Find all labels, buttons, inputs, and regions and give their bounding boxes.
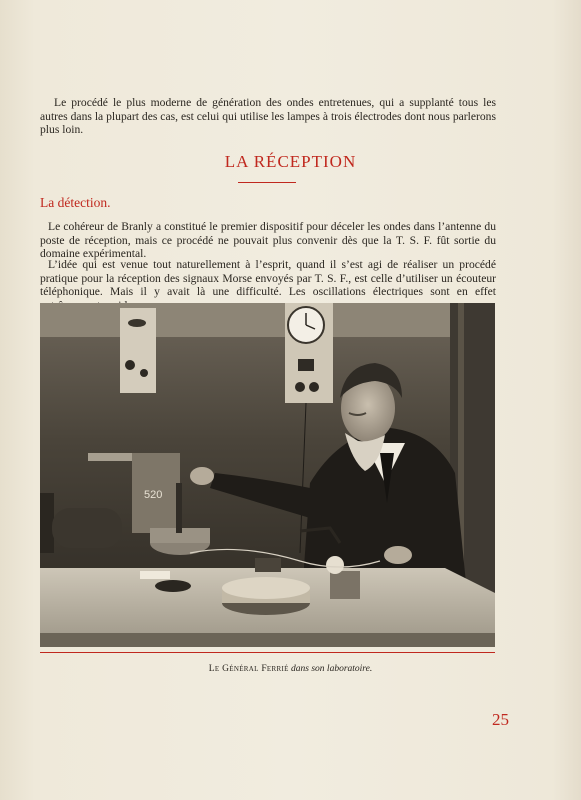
caption-rule [40,652,495,653]
paragraph-2: L’idée qui est venue tout naturellement à l’esprit, quand il s’est agi de réaliser un procédé pratique pour la réception des signaux Morse envoyés par T. S. F., est celle d’utiliser un écouteur téléphonique. Mais il y avait là une difficulté. Les oscillations électriques sont en effet [40,258,496,299]
page-number: 25 [492,710,509,729]
laboratory-photo [40,303,495,647]
intro-paragraph: Le procédé le plus moderne de génération des ondes entretenues, qui a supplanté tous les autres dans la plupart des cas, est celui qui utilise les lampes à trois électrodes dont nous parlerons plus loin. [40,96,496,137]
device-label: 520 [144,489,163,501]
section-title: LA RÉCEPTION [224,152,357,171]
section-title-rule [238,182,296,183]
caption-name: Le Général Ferrié [208,664,289,674]
caption-rest: dans son laboratoire. [291,664,373,674]
subheading: La détection. [40,195,111,210]
photo-caption [0,664,581,674]
paragraph-1: Le cohéreur de Branly a constitué le premier dispositif pour déceler les ondes dans l’antenne du poste de réception, mais ce procédé ne pouvait plus convenir dès que la T. S. F. fût sortie du domaine expérimental. [40,220,496,261]
